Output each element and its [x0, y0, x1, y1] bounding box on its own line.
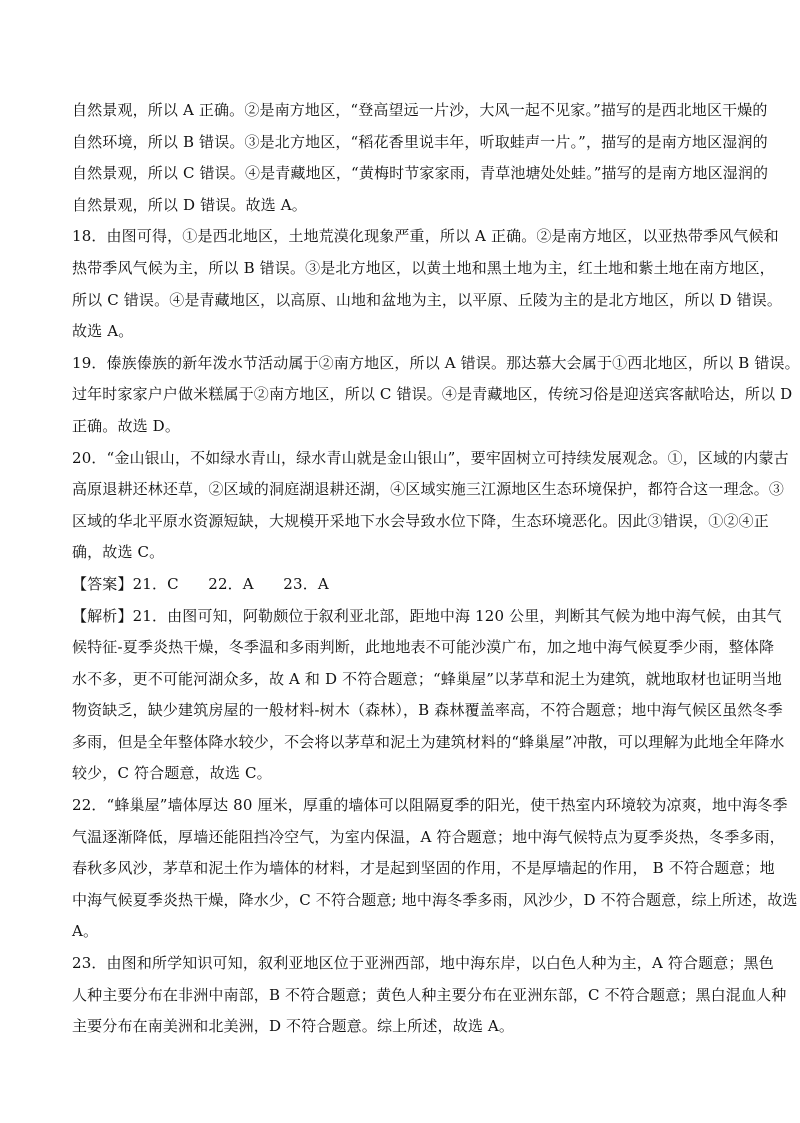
text-line: 物资缺乏，缺少建筑房屋的一般材料-树木（森林），B 森林覆盖率高，不符合题意；地中海气候区虽然冬季: [72, 701, 783, 720]
text-line: 所以 C 错误。④是青藏地区，以高原、山地和盆地为主，以平原、丘陵为主的是北方地区，所以 D 错误。: [72, 290, 783, 309]
text-line: 自然景观，所以 D 错误。故选 A。: [72, 195, 307, 214]
paragraph-q20: [72, 443, 789, 569]
text-line: 较少，C 符合题意，故选 C。: [72, 764, 272, 783]
text-line: 19．傣族傣族的新年泼水节活动属于②南方地区，所以 A 错误。那达慕大会属于①西北地区，所以 B 错误。: [72, 353, 800, 372]
text-line: 春秋多风沙，茅草和泥土作为墙体的材料，才是起到坚固的作用，不是厚墙起的作用， B 不符合题意；地: [72, 859, 775, 878]
text-line: 多雨，但是全年整体降水较少，不会将以茅草和泥土为建筑材料的“蜂巢屋”冲散，可以理解为此地全年降水: [72, 732, 785, 751]
text-line: 主要分布在南美洲和北美洲，D 不符合题意。综上所述，故选 A。: [72, 1017, 515, 1036]
text-line: 气温逐渐降低，厚墙还能阻挡冷空气，为室内保温，A 符合题意；地中海气候特点为夏季炎热，冬季多雨，: [72, 827, 785, 846]
text-line: 中海气候夏季炎热干燥，降水少，C 不符合题意; 地中海冬季多雨，风沙少，D 不符合题意，综上所述，故选: [72, 890, 798, 909]
paragraph-q18: [72, 221, 783, 347]
text-line: 热带季风气候为主，所以 B 错误。③是北方地区，以黄土地和黑土地为主，红土地和紫土地在南方地区，: [72, 258, 775, 277]
answer-line: 【答案】21．C 22．A 23．A: [72, 574, 329, 593]
text-line: 确，故选 C。: [72, 543, 165, 562]
text-line: 自然环境，所以 B 错误。③是北方地区，“稻花香里说丰年，听取蛙声一片。”，描写的是南方地区湿润的: [72, 132, 768, 151]
text-line: 水不多，更不可能河湖众多，故 A 和 D 不符合题意；“蜂巢屋”以茅草和泥土为建筑，就地取材也证明当地: [72, 669, 782, 688]
analysis-q23: [72, 948, 787, 1043]
text-line: 正确。故选 D。: [72, 416, 180, 435]
text-line: 故选 A。: [72, 322, 134, 341]
text-line: A。: [72, 922, 99, 941]
text-line: 【解析】21．由图可知，阿勒颇位于叙利亚北部，距地中海 120 公里，判断其气候为地中海气候，由其气: [72, 606, 782, 625]
text-line: 人种主要分布在非洲中南部，B 不符合题意；黄色人种主要分布在亚洲东部，C 不符合题意；黑白混血人种: [72, 985, 787, 1004]
paragraph-q19: [72, 348, 800, 443]
answer-key: [72, 569, 726, 601]
analysis-q21: [72, 601, 785, 791]
text-line: 22．“蜂巢屋”墙体厚达 80 厘米，厚重的墙体可以阻隔夏季的阳光，使干热室内环境较为凉爽，地中海冬季: [72, 796, 788, 815]
text-line: 过年时家家户户做米糕属于②南方地区，所以 C 错误。④是青藏地区，传统习俗是迎送宾客献哈达，所以 D: [72, 385, 793, 404]
text-line: 23．由图和所学知识可知，叙利亚地区位于亚洲西部，地中海东岸，以白色人种为主，A 符合题意；黑色: [72, 954, 774, 973]
text-line: 18．由图可得，①是西北地区，土地荒漠化现象严重，所以 A 正确。②是南方地区，以亚热带季风气候和: [72, 227, 779, 246]
text-line: 高原退耕还林还草，②区域的洞庭湖退耕还湖，④区域实施三江源地区生态环境保护，都符合这一理念。③: [72, 480, 785, 499]
paragraph-q17-continuation: [72, 95, 769, 221]
document-body: [72, 95, 800, 1043]
analysis-q22: [72, 790, 798, 948]
text-line: 区域的华北平原水资源短缺，大规模开采地下水会导致水位下降，生态环境恶化。因此③错误，①②④正: [72, 511, 769, 530]
text-line: 候特征-夏季炎热干燥，冬季温和多雨判断，此地地表不可能沙漠广布，加之地中海气候夏季少雨，整体降: [72, 638, 775, 657]
text-line: 20．“金山银山，不如绿水青山，绿水青山就是金山银山”，要牢固树立可持续发展观念。①，区域的内蒙古: [72, 448, 789, 467]
text-line: 自然景观，所以 A 正确。②是南方地区，“登高望远一片沙，大风一起不见家。”描写的是西北地区干燥的: [72, 101, 768, 119]
text-line: 自然景观，所以 C 错误。④是青藏地区，“黄梅时节家家雨，青草池塘处处蛙。”描写的是南方地区湿润的: [72, 164, 769, 183]
